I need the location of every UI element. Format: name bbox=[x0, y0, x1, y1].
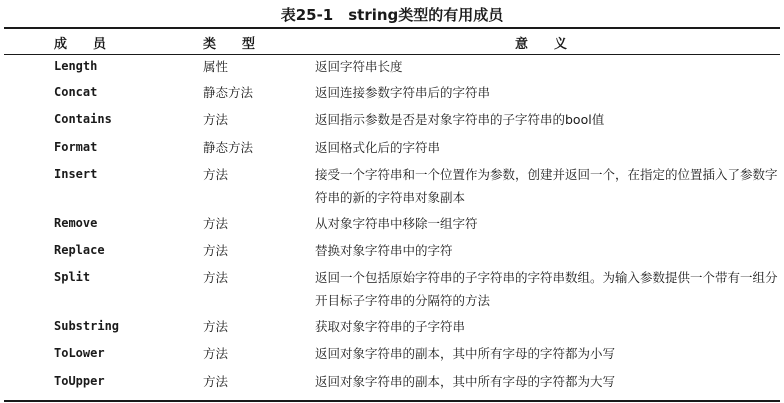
member-type: 方法 bbox=[203, 374, 229, 389]
member-name: Length bbox=[54, 59, 98, 73]
member-meaning: 替换对象字符串中的字符 bbox=[315, 243, 453, 258]
member-type: 静态方法 bbox=[203, 85, 254, 100]
member-meaning: 获取对象字符串的子字符串 bbox=[315, 319, 466, 334]
member-type: 方法 bbox=[203, 167, 229, 182]
member-name: Replace bbox=[54, 243, 105, 257]
member-type: 方法 bbox=[203, 270, 229, 285]
header-member: 成 员 bbox=[54, 37, 107, 52]
table-bottom-rule bbox=[4, 400, 780, 402]
member-name: Format bbox=[54, 140, 98, 154]
table-top-rule bbox=[4, 27, 780, 29]
member-meaning: 返回字符串长度 bbox=[315, 59, 403, 74]
member-name: Concat bbox=[54, 85, 98, 99]
member-name: Insert bbox=[54, 167, 98, 181]
member-name: Contains bbox=[54, 112, 112, 126]
member-meaning: 返回一个包括原始字符串的子字符串的字符串数组。为输入参数提供一个带有一组分开目标子字符串的分隔符的方法 bbox=[315, 270, 778, 308]
member-meaning: 从对象字符串中移除一组字符 bbox=[315, 216, 478, 231]
member-name: ToLower bbox=[54, 346, 105, 360]
member-name: Remove bbox=[54, 216, 98, 230]
member-type: 方法 bbox=[203, 216, 229, 231]
member-type: 属性 bbox=[203, 59, 229, 74]
table-caption: 表25-1 string类型的有用成员 bbox=[280, 6, 504, 24]
member-name: ToUpper bbox=[54, 374, 105, 388]
member-meaning: 返回对象字符串的副本，其中所有字母的字符都为小写 bbox=[315, 346, 616, 361]
member-meaning: 返回格式化后的字符串 bbox=[315, 140, 441, 155]
member-meaning: 接受一个字符串和一个位置作为参数，创建并返回一个，在指定的位置插入了参数字符串的新的字符串对象副本 bbox=[315, 167, 778, 205]
header-type: 类 型 bbox=[203, 37, 256, 52]
header-meaning: 意 义 bbox=[515, 37, 568, 52]
member-type: 方法 bbox=[203, 346, 229, 361]
member-name: Substring bbox=[54, 319, 120, 333]
member-meaning: 返回连接参数字符串后的字符串 bbox=[315, 85, 491, 100]
member-type: 方法 bbox=[203, 243, 229, 258]
member-meaning: 返回指示参数是否是对象字符串的子字符串的bool值 bbox=[315, 112, 605, 127]
member-name: Split bbox=[54, 270, 91, 284]
member-type: 方法 bbox=[203, 319, 229, 334]
member-meaning: 返回对象字符串的副本，其中所有字母的字符都为大写 bbox=[315, 374, 616, 389]
member-type: 方法 bbox=[203, 112, 229, 127]
member-type: 静态方法 bbox=[203, 140, 254, 155]
